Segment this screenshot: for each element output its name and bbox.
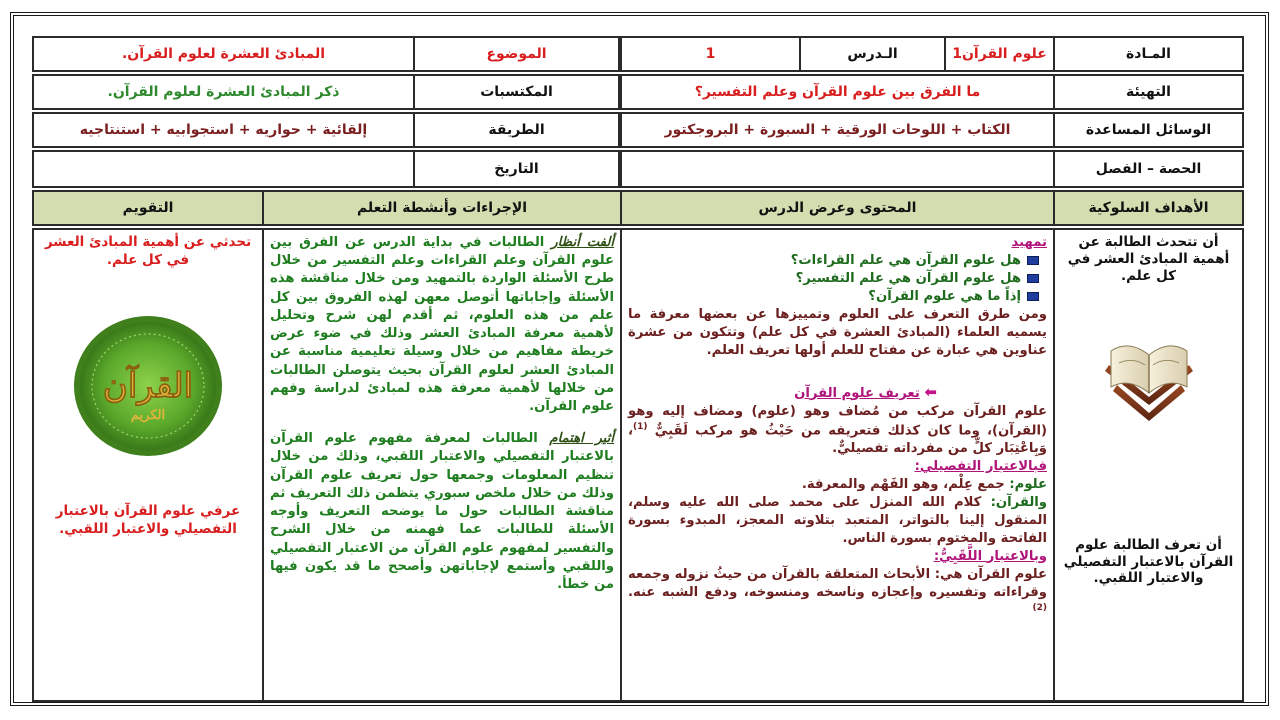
detailed-heading: فبالاعتبار التفصيلي:: [914, 458, 1047, 474]
objective-2: أن تعرف الطالبة علوم القرآن بالاعتبار التفصيلي والاعتبار اللقبي.: [1063, 536, 1234, 587]
question-3-text: إذاً ما هي علوم القرآن؟: [868, 288, 1021, 304]
definition-heading-row: [628, 382, 937, 403]
uloom-definition: علوم: جمع عِلْم، وهو الفَهْم والمعرفة.: [801, 476, 1047, 492]
procedure-2: أثير اهتمام الطالبات لمعرفة مفهوم علوم القرآن بالاعتبار التفصيلي والاعتبار اللقبي، وذلك من خلال تنظيم المعلومات وجمعها حول تعريف علوم القرآن وذلك من خلال ملخص سبوري يتظمن ذلك التعريف ثم مناقشة الطالبات حول ما يوضحه التعريف وأوجه الأسئلة للطالبات عما فهمنه من خلال الشرح والتفسير لمفهوم علوم القرآن من الاعتبار التفصيلي واللقبي وأستمع لإجاباتهن وأصحح ما قد يكون فيها من خطأ.: [270, 431, 614, 592]
lesson-value: 1: [620, 36, 801, 72]
date-label: التاريخ: [413, 150, 620, 188]
intro-heading: تمهيد: [1011, 235, 1047, 250]
topic-label: الموضوع: [413, 36, 620, 72]
question-1-text: هل علوم القرآن هي علم القراءات؟: [790, 252, 1021, 268]
subject-value: علوم القرآن1: [944, 36, 1055, 72]
evaluation-header: التقويم: [32, 190, 264, 226]
acquired-label: المكتسبات: [413, 74, 620, 110]
lesson-plan-frame: [10, 12, 1269, 706]
quran-definition: والقرآن: كلام الله المنزل على محمد صلى الله عليه وسلم، المنقول إلينا بالتواتر، المتعبد بتلاوته المعجز، المبدوء بسورة الفاتحة والمختوم بسورة الناس.: [628, 494, 1047, 546]
content-column: [620, 228, 1055, 702]
laqabi-heading: وبالاعتبار اللَّقَبِيُّ:: [933, 548, 1047, 564]
intro-paragraph: ومن طرق التعرف على العلوم وتمييزها عن بعضها معرفة ما يسميه العلماء (المبادئ العشرة في كل علم) وتتكون من عشرة عناوين هي عبارة عن مفتاح للعلم أولها تعريف العلم.: [628, 306, 1047, 358]
method-label: الطريقة: [413, 112, 620, 148]
date-value: [32, 150, 415, 188]
definition-paragraph: علوم القرآن مركب من مُضاف وهو (علوم) ومضاف إليه وهو (القرآن)، وما كان كذلك فتعريفه من حَيْثُ هو مركب لَقَبِيٌّ $^{(1)}$، وَبِاعْتِبَار كلٍّ من مفرداته تفصيليٌّ.: [628, 403, 1047, 456]
objective-1: أن تتحدث الطالبة عن أهمية المبادئ العشر في كل علم.: [1067, 234, 1230, 284]
procedure-2-lead: أثير اهتمام: [549, 431, 614, 447]
emblem-subtitle: الكريم: [130, 408, 166, 424]
lesson-plan-table: [32, 36, 1244, 702]
acquired-value: ذكر المبادئ العشرة لعلوم القرآن.: [32, 74, 415, 110]
question-2: [628, 270, 1039, 288]
question-1: [628, 252, 1039, 270]
question-3: [628, 288, 1039, 306]
procedures-column: [262, 228, 622, 702]
aids-value: الكتاب + اللوحات الورقية + السبورة + البروجكتور: [620, 112, 1055, 148]
objectives-column: [1053, 228, 1244, 702]
period-label: الحصة – الفصل: [1053, 150, 1244, 188]
procedures-header: الإجراءات وأنشطة التعلم: [262, 190, 622, 226]
square-bullet-icon: [1027, 256, 1039, 265]
objectives-header: الأهداف السلوكية: [1053, 190, 1244, 226]
evaluation-1: تحدثي عن أهمية المبادئ العشر في كل علم.: [44, 234, 252, 268]
definition-heading: تعريف علوم القرآن: [794, 385, 920, 401]
procedure-1-lead: ألفت أنظار: [551, 235, 615, 250]
laqabi-definition: علوم القرآن هي: الأبحاث المتعلقة بالقرآن من حيثُ نزوله وجمعه وقراءاته وتفسيره وإعجازه وناسخه ومنسوخه، ودفع الشبه عنه. $^{(2)}$: [628, 566, 1047, 613]
quran-on-stand-image: [1089, 305, 1209, 425]
subject-label: المـادة: [1053, 36, 1244, 72]
evaluation-2: عرفي علوم القرآن بالاعتبار التفصيلي والاعتبار اللقبي.: [55, 503, 241, 537]
arrow-left-icon: ⬅: [924, 382, 937, 401]
aids-label: الوسائل المساعدة: [1053, 112, 1244, 148]
topic-value: المبادئ العشرة لعلوم القرآن.: [32, 36, 415, 72]
period-value: [620, 150, 1055, 188]
square-bullet-icon: [1027, 292, 1039, 301]
question-2-text: هل علوم القرآن هي علم التفسير؟: [795, 270, 1021, 286]
procedure-1: ألفت أنظار الطالبات في بداية الدرس عن الفرق بين علوم القرآن وعلم القراءات وعلم التفسير من خلال طرح الأسئلة الواردة بالتمهيد ومن خلال مناقشة هذه الأسئلة وإجاباتها أتوصل معهن لهذه الفروق بين كل علم من هذه العلوم، ثم أقدم لهن شرح وتحليل لأهمية معرفة المبادئ العشر وذلك في ضوء عرض خريطة مفاهيم من خلال وسيلة تعليمية مناسبة عن المبادئ العشر لعلوم القرآن بحيث يتوصلن الطالبات من خلالها لأهمية معرفة هذه لمبادئ لدراسة وفهم علوم القرآن.: [270, 235, 615, 414]
emblem-title: القرآن: [102, 366, 194, 407]
method-value: إلقائية + حواريه + استجوابيه + استنتاجيه: [32, 112, 415, 148]
lesson-label: الـدرس: [799, 36, 946, 72]
square-bullet-icon: [1027, 274, 1039, 283]
content-header: المحتوى وعرض الدرس: [620, 190, 1055, 226]
warmup-label: التهيئة: [1053, 74, 1244, 110]
evaluation-column: [32, 228, 264, 702]
warmup-value: ما الفرق بين علوم القرآن وعلم التفسير؟: [620, 74, 1055, 110]
quran-emblem-image: [68, 311, 228, 461]
